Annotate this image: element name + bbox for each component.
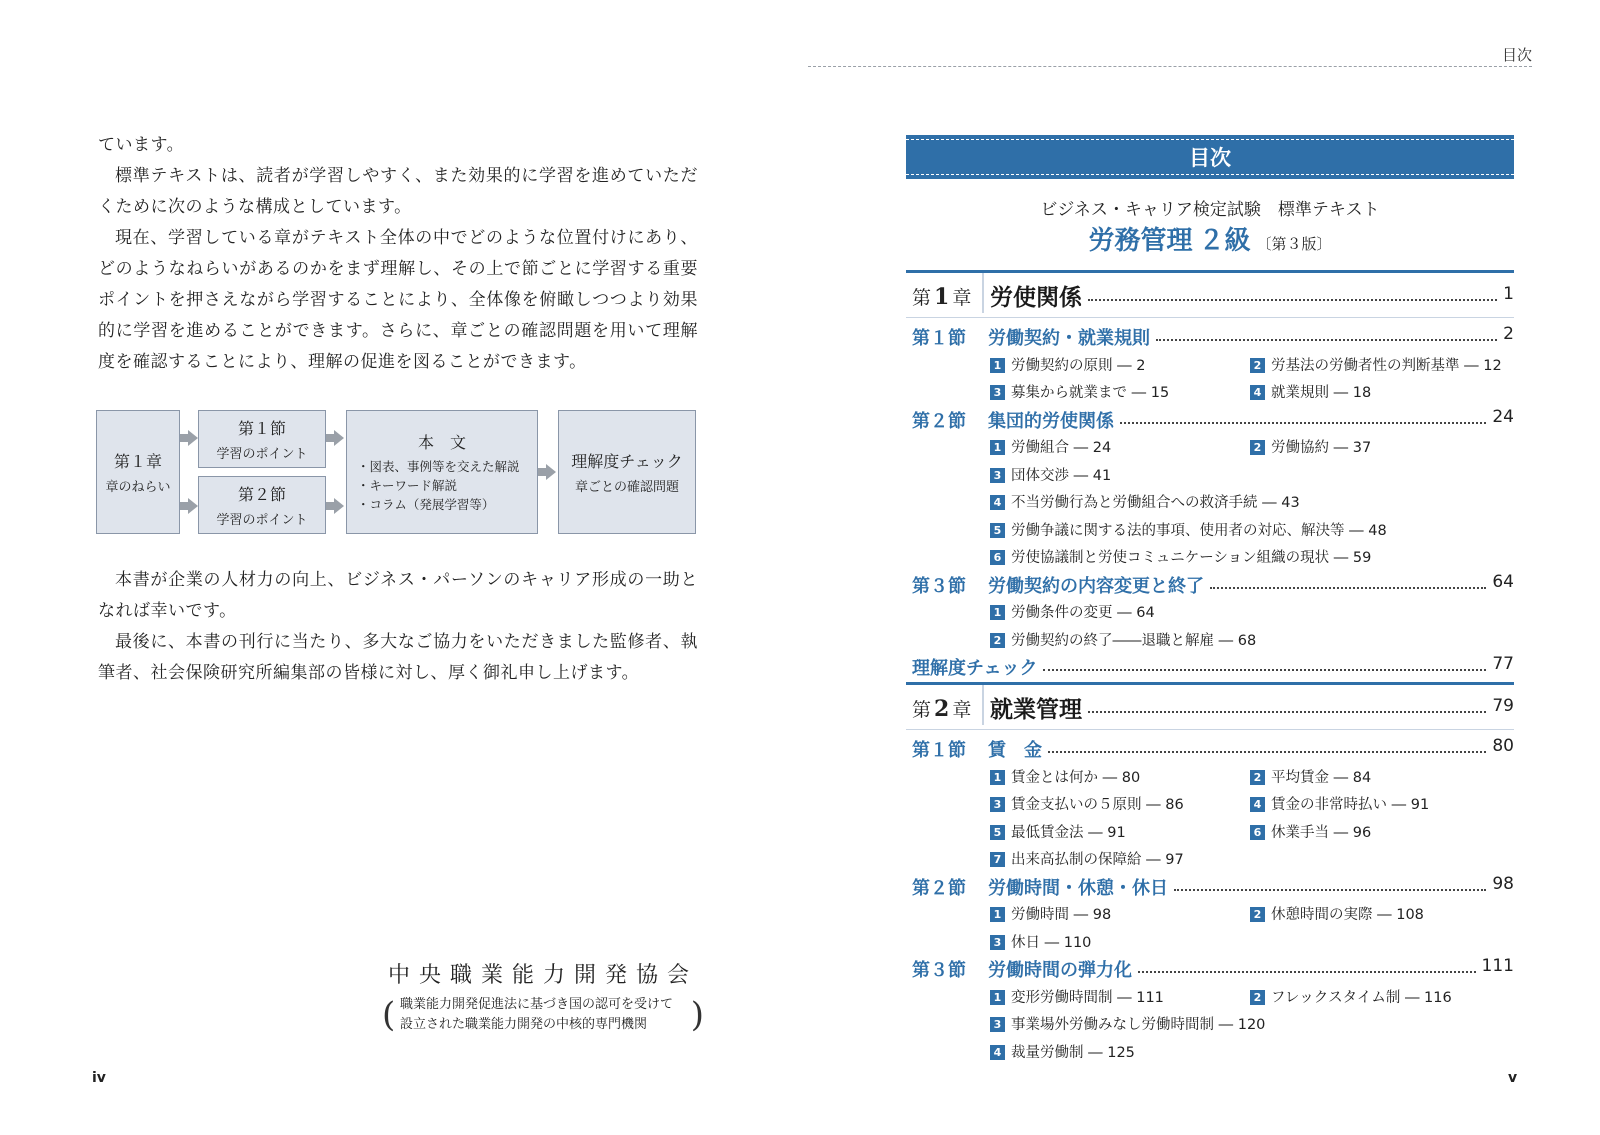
chapter-row[interactable] <box>906 682 1514 731</box>
item-text: 賃金の非常時払い ― 91 <box>1271 797 1430 813</box>
item-text: 労働組合 ― 24 <box>1011 440 1112 456</box>
item-number-badge: 5 <box>990 523 1005 538</box>
section-row[interactable] <box>906 324 1514 350</box>
section-page: 111 <box>1481 956 1514 976</box>
publisher-block <box>382 958 704 1035</box>
leader-dots <box>1048 751 1486 753</box>
paren-left: ( <box>382 995 396 1035</box>
arrow-shaft <box>180 434 188 442</box>
item-number-badge: 3 <box>990 468 1005 483</box>
section-label: 第３節 <box>912 575 966 597</box>
section2-box <box>198 476 326 534</box>
toc-item[interactable] <box>1250 436 1371 457</box>
paragraph: 本書が企業の人材力の向上、ビジネス・パーソンのキャリア形成の一助となれば幸いです。 <box>98 570 698 621</box>
paren-right: ) <box>690 995 704 1035</box>
item-text: 労働争議に関する法的事項、使用者の対応、解決等 ― 48 <box>1011 522 1387 539</box>
section-page: 2 <box>1503 324 1514 344</box>
item-number-badge: 7 <box>990 852 1005 867</box>
toc-item[interactable] <box>990 931 1091 952</box>
box-bullet: ・コラム（発展学習等） <box>357 497 495 512</box>
paragraph: 現在、学習している章がテキスト全体の中でどのような位置付けにあり、どのようなねらいがあるのかをまず理解し、その上で節ごとに学習する重要ポイントを押さえながら学習することにより、全体像を俯瞰しつつより効果的に学習を進めることができます。さらに、章ごとの確認問題を用いて理解度を確認することにより、理解の促進を図ることができます。 <box>98 228 698 372</box>
section-title: 集団的労使関係 <box>988 410 1114 432</box>
section-title: 労働契約の内容変更と終了 <box>988 575 1204 597</box>
section-page: 77 <box>1492 654 1514 674</box>
item-text: 平均賃金 ― 84 <box>1271 769 1372 786</box>
arrow-icon <box>188 498 198 514</box>
toc-item[interactable] <box>1250 381 1371 402</box>
toc-item[interactable] <box>1250 354 1502 375</box>
item-text: 賃金支払いの５原則 ― 86 <box>1011 797 1184 813</box>
paragraph: ています。 <box>98 135 185 155</box>
chapter-number: 第 1 章 <box>912 284 972 310</box>
section-label: 第１節 <box>912 328 966 349</box>
item-text: 就業規則 ― 18 <box>1271 385 1372 401</box>
toc-item[interactable] <box>990 1041 1135 1062</box>
toc-item[interactable] <box>990 354 1145 375</box>
chapter-title: 労使関係 <box>990 285 1082 311</box>
toc-item[interactable] <box>990 848 1184 869</box>
toc-item[interactable] <box>990 629 1256 650</box>
box-title: 第１節 <box>237 419 286 438</box>
toc-item[interactable] <box>990 793 1184 814</box>
section-label: 第２節 <box>912 877 966 899</box>
item-text: 労働契約の終了――退職と解雇 ― 68 <box>1011 632 1257 649</box>
item-number-badge: 2 <box>1250 770 1265 785</box>
arrow-shaft <box>326 434 334 442</box>
section-title: 理解度チェック <box>912 658 1038 679</box>
item-text: 労働条件の変更 ― 64 <box>1011 605 1155 621</box>
arrow-shaft <box>538 468 546 476</box>
leader-dots <box>1043 669 1486 671</box>
item-number-badge: 3 <box>990 385 1005 400</box>
item-text: 休業手当 ― 96 <box>1271 824 1372 841</box>
item-number-badge: 2 <box>1250 440 1265 455</box>
item-number-badge: 1 <box>990 770 1005 785</box>
desc-line: 設立された職業能力開発の中核的専門機関 <box>400 1017 648 1032</box>
arrow-icon <box>334 430 344 446</box>
item-text: 事業場外労働みなし労働時間制 ― 120 <box>1011 1017 1266 1033</box>
book-edition: 〔第３版〕 <box>1256 235 1332 253</box>
toc-item[interactable] <box>990 436 1111 457</box>
book-title-main: 労務管理 <box>1088 226 1193 256</box>
arrow-icon <box>546 464 556 480</box>
section-row[interactable] <box>906 572 1514 598</box>
section-page: 98 <box>1492 873 1514 894</box>
item-number-badge: 1 <box>990 990 1005 1005</box>
chapter-underline <box>906 729 1514 730</box>
book-subtitle: ビジネス・キャリア検定試験 標準テキスト <box>1040 200 1380 220</box>
item-text: 賃金とは何か ― 80 <box>1011 769 1141 786</box>
item-number-badge: 2 <box>1250 907 1265 922</box>
chapter-divider <box>982 273 984 313</box>
item-number-badge: 1 <box>990 605 1005 620</box>
item-number-badge: 4 <box>990 495 1005 510</box>
item-number-badge: 2 <box>1250 358 1265 373</box>
item-text: 出来高払制の保障給 ― 97 <box>1011 852 1184 868</box>
item-text: 不当労働行為と労働組合への救済手続 ― 43 <box>1011 495 1300 511</box>
box-sub: 章ごとの確認問題 <box>574 480 679 495</box>
header-rule <box>808 66 1532 67</box>
chapter-box <box>96 410 180 534</box>
leader-dots <box>1088 711 1486 713</box>
chapter-page: 1 <box>1503 284 1514 304</box>
section-page: 80 <box>1492 736 1514 756</box>
item-text: 裁量労働制 ― 125 <box>1011 1044 1135 1061</box>
leader-dots <box>1156 339 1497 341</box>
item-number-badge: 6 <box>990 550 1005 565</box>
page-number: iv <box>92 1070 106 1086</box>
check-box <box>558 410 696 534</box>
left-page <box>0 0 780 1135</box>
section-row[interactable] <box>906 874 1514 900</box>
item-number-badge: 2 <box>990 633 1005 648</box>
box-sub: 学習のポイント <box>216 513 308 528</box>
publisher-name: 中央職業能力開発協会 <box>388 963 699 988</box>
item-number-badge: 2 <box>1250 990 1265 1005</box>
toc-item[interactable] <box>990 464 1111 485</box>
paragraph: 最後に、本書の刊行に当たり、多大なご協力をいただきました監修者、執筆者、社会保険研究所編集部の皆様に対し、厚く御礼申し上げます。 <box>98 632 698 683</box>
item-text: フレックスタイム制 ― 116 <box>1271 989 1452 1006</box>
toc-item[interactable] <box>1250 793 1429 814</box>
item-text: 労働契約の原則 ― 2 <box>1011 357 1146 374</box>
running-head: 目次 <box>1501 46 1532 64</box>
item-number-badge: 3 <box>990 1017 1005 1032</box>
item-number-badge: 4 <box>990 1045 1005 1060</box>
chapter-divider <box>982 685 984 725</box>
box-title: 理解度チェック <box>571 452 683 471</box>
item-number-badge: 1 <box>990 907 1005 922</box>
arrow-shaft <box>180 502 188 510</box>
box-sub: 学習のポイント <box>216 447 308 462</box>
desc-line: 職業能力開発促進法に基づき国の認可を受けて <box>400 997 674 1012</box>
item-text: 団体交渉 ― 41 <box>1011 467 1112 484</box>
book-title <box>906 220 1514 257</box>
section-title: 労働時間の弾力化 <box>988 960 1132 981</box>
item-text: 労基法の労働者性の判断基準 ― 12 <box>1271 357 1502 374</box>
section-title: 賃 金 <box>988 740 1042 761</box>
arrow-shaft <box>326 502 334 510</box>
item-number-badge: 3 <box>990 797 1005 812</box>
toc-item[interactable] <box>990 546 1371 567</box>
item-text: 休憩時間の実際 ― 108 <box>1271 907 1424 923</box>
item-text: 労働時間 ― 98 <box>1011 907 1112 923</box>
leader-dots <box>1174 889 1486 891</box>
toc-item[interactable] <box>990 821 1126 842</box>
leader-dots <box>1088 299 1497 301</box>
box-title: 第２節 <box>237 485 286 504</box>
closing-text <box>98 565 698 689</box>
item-text: 最低賃金法 ― 91 <box>1011 824 1126 841</box>
item-number-badge: 6 <box>1250 825 1265 840</box>
box-bullet: ・図表、事例等を交えた解説 <box>357 459 520 474</box>
toc-item[interactable] <box>1250 986 1452 1007</box>
toc-item[interactable] <box>990 491 1300 512</box>
section-title: 労働時間・休憩・休日 <box>988 877 1168 899</box>
toc-item[interactable] <box>990 903 1111 924</box>
section-page: 64 <box>1492 571 1514 592</box>
item-text: 休日 ― 110 <box>1011 934 1092 951</box>
section-row[interactable] <box>906 736 1514 762</box>
box-title: 本 文 <box>417 433 466 452</box>
box-title: 第１章 <box>113 452 162 471</box>
chapter-number: 第 2 章 <box>912 696 972 722</box>
item-number-badge: 1 <box>990 440 1005 455</box>
toc-label: 目次 <box>1189 146 1231 170</box>
toc-item[interactable] <box>1250 766 1371 787</box>
section-label: 第１節 <box>912 740 966 761</box>
toc-item[interactable] <box>1250 821 1371 842</box>
arrow-icon <box>334 498 344 514</box>
item-text: 募集から就業まで ― 15 <box>1011 385 1170 401</box>
leader-dots <box>1138 971 1476 973</box>
section-page: 24 <box>1492 406 1514 427</box>
section-row[interactable] <box>906 654 1514 680</box>
item-number-badge: 5 <box>990 825 1005 840</box>
publisher-description <box>382 995 704 1035</box>
leader-dots <box>1120 422 1486 424</box>
section1-box <box>198 410 326 468</box>
item-number-badge: 3 <box>990 935 1005 950</box>
item-number-badge: 1 <box>990 358 1005 373</box>
box-sub: 章のねらい <box>105 480 171 495</box>
section-title: 労働契約・就業規則 <box>988 328 1150 349</box>
page-number: v <box>1508 1070 1518 1086</box>
item-text: 変形労働時間制 ― 111 <box>1011 989 1164 1006</box>
body-box <box>346 410 538 534</box>
toc-item[interactable] <box>990 601 1155 622</box>
toc-item[interactable] <box>990 1013 1265 1034</box>
item-text: 労使協議制と労使コミュニケーション組織の現状 ― 59 <box>1011 550 1372 566</box>
section-label: 第２節 <box>912 410 966 432</box>
toc-item[interactable] <box>990 381 1169 402</box>
item-number-badge: 4 <box>1250 385 1265 400</box>
toc-item[interactable] <box>990 986 1164 1007</box>
preface-text <box>98 130 698 378</box>
toc-banner <box>906 135 1514 179</box>
box-bullet: ・キーワード解説 <box>357 478 458 493</box>
toc-item[interactable] <box>990 766 1140 787</box>
book-grade: ２級 <box>1198 226 1251 256</box>
chapter-underline <box>906 317 1514 318</box>
section-row[interactable] <box>906 956 1514 982</box>
chapter-page: 79 <box>1492 696 1514 716</box>
section-label: 第３節 <box>912 960 966 981</box>
item-number-badge: 4 <box>1250 797 1265 812</box>
toc-item[interactable] <box>990 519 1387 540</box>
arrow-icon <box>188 430 198 446</box>
paragraph: 標準テキストは、読者が学習しやすく、また効果的に学習を進めていただくために次のような構成としています。 <box>98 166 698 217</box>
toc-item[interactable] <box>1250 903 1424 924</box>
chapter-title: 就業管理 <box>990 697 1082 723</box>
item-text: 労働協約 ― 37 <box>1271 440 1372 456</box>
leader-dots <box>1210 587 1486 589</box>
chapter-row[interactable] <box>906 270 1514 319</box>
section-row[interactable] <box>906 407 1514 433</box>
